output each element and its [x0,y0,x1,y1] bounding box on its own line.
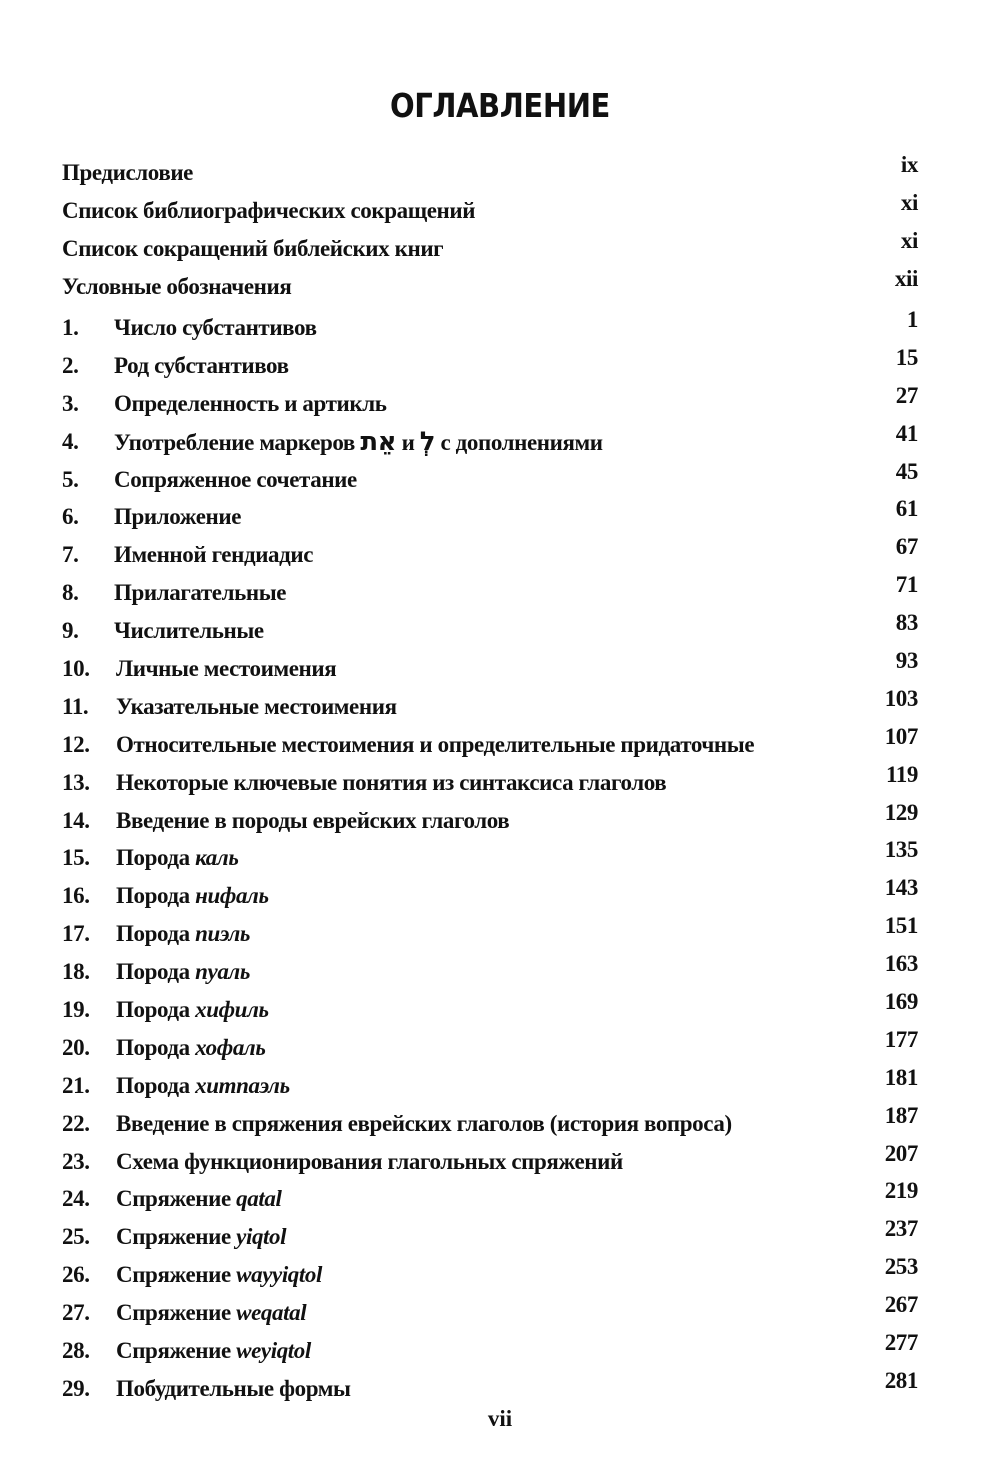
chapter-entry [62,612,932,650]
chapter-title-text: Определенность и артикль [114,390,387,416]
chapter-title [114,461,357,499]
chapter-number: 21. [62,1072,90,1098]
chapter-title [116,991,269,1029]
chapter-title-rest: с дополнениями [440,429,603,455]
chapter-title-italic: каль [195,845,239,871]
chapter-title [116,726,754,764]
chapter-page: 237 [884,1216,918,1242]
hebrew-marker-le: לְ [419,426,436,457]
chapter-title-italic: wayyiqtol [236,1262,322,1288]
chapter-title-italic: weqatal [236,1300,307,1326]
chapter-title [116,1332,311,1370]
chapter-title-text: Прилагательные [114,580,287,606]
chapter-title-text: Указательные местоимения [116,693,397,719]
chapter-title-text: Схема функционирования глагольных спряжений [116,1148,623,1174]
chapter-number: 16. [62,883,90,909]
chapter-entry [62,1294,932,1332]
chapter-number: 19. [62,997,90,1023]
chapter-title [116,650,336,688]
chapter-title [116,1370,351,1408]
chapter-number: 22. [62,1110,90,1136]
chapter-entry [62,498,932,536]
chapter-title [114,347,289,385]
chapter-number: 27. [62,1300,90,1326]
chapter-page: 93 [895,648,918,674]
chapter-number: 14. [62,807,90,833]
chapter-number: 6. [62,504,79,530]
chapter-title [114,423,603,462]
chapter-entry [62,799,932,840]
chapter-entry [62,1332,932,1370]
toc-entry [62,230,932,268]
chapter-title-text: Спряжение [116,1186,231,1212]
chapter-title [116,1256,322,1294]
toc-entry [62,192,932,230]
chapter-number: 5. [62,466,79,492]
chapter-title-italic: weyiqtol [236,1338,311,1364]
chapter-number: 26. [62,1262,90,1288]
chapter-page: 1 [906,307,918,332]
chapter-page: 71 [895,572,918,598]
chapter-title-text: Некоторые ключевые понятия из синтаксиса глаголов [116,769,667,795]
entry-title: Предисловие [62,160,193,185]
chapter-number: 11. [62,693,89,719]
chapter-page: 107 [884,723,918,749]
chapter-title-text: Именной гендиадис [114,542,314,568]
chapter-title [116,1218,286,1256]
chapter-number: 7. [62,542,79,568]
chapter-number: 18. [62,959,90,985]
chapter-title-text: Порода [116,1034,190,1060]
chapter-page: 253 [884,1254,918,1280]
page-number: vii [487,1406,513,1431]
chapter-title [114,498,241,536]
entry-page: xi [900,228,918,253]
chapter-entry [62,1180,932,1218]
chapter-title [114,309,317,347]
toc-entry [62,268,932,306]
chapter-title [114,612,264,650]
chapter-title-text: Спряжение [116,1262,231,1288]
chapter-title-italic: qatal [236,1186,282,1212]
chapter-title-text: Сопряженное сочетание [114,466,357,492]
entry-title: Список библиографических сокращений [62,198,476,223]
chapter-title-text: Порода [116,1072,190,1098]
chapter-title-italic: хофаль [195,1034,266,1060]
chapter-entry [62,382,932,423]
chapter-entry [62,685,932,726]
entry-page: ix [900,152,918,177]
chapter-title [116,1180,281,1218]
chapter-number: 28. [62,1338,90,1364]
chapter-number: 17. [62,921,90,947]
chapter-page: 129 [884,799,918,825]
chapter-title-text: Число субстантивов [114,315,317,340]
chapter-number: 24. [62,1186,90,1212]
chapter-title-text: Личные местоимения [116,656,337,682]
chapter-title [116,688,397,726]
chapter-title [114,385,386,423]
chapter-title-text: Порода [116,997,190,1023]
chapter-page: 177 [884,1026,918,1052]
chapter-entry [62,574,932,612]
chapter-entry [62,991,932,1029]
hebrew-marker-et: אֵת [360,426,397,457]
chapter-title-text: Спряжение [116,1224,231,1250]
chapter-title [116,915,250,953]
chapter-title [116,1294,306,1332]
front-matter-list [62,154,932,306]
chapter-number: 10. [62,656,90,682]
chapter-number: 29. [62,1375,90,1401]
chapter-entry [62,1140,932,1181]
chapter-page: 103 [884,685,918,711]
chapter-entry [62,420,932,461]
chapter-title [116,764,666,802]
chapter-page: 277 [884,1330,918,1356]
chapter-number: 1. [62,315,79,340]
entry-page: xii [894,266,918,291]
chapter-entry [62,309,932,347]
chapter-title-conjunction: и [401,429,415,455]
page-title: ОГЛАВЛЕНИЕ [390,86,610,125]
chapter-page: 163 [884,951,918,977]
chapter-title-italic: пиэль [195,921,250,947]
chapter-title-text: Введение в породы еврейских глаголов [116,807,510,833]
chapter-number: 4. [62,428,79,454]
chapter-title-text: Порода [116,921,190,947]
chapter-number: 20. [62,1034,90,1060]
chapter-title [116,877,269,915]
entry-title: Условные обозначения [62,274,292,299]
chapter-page: 83 [895,610,918,636]
chapter-title-text: Порода [116,845,190,871]
chapter-entry [62,761,932,802]
chapter-entry [62,458,932,499]
chapter-page: 143 [884,875,918,901]
chapter-number: 3. [62,390,79,416]
chapter-page: 187 [884,1102,918,1128]
chapter-page: 219 [884,1178,918,1204]
chapter-title [116,1105,732,1143]
chapter-title-italic: хитпаэль [195,1072,290,1098]
chapter-title [116,1029,265,1067]
chapter-page: 151 [884,913,918,939]
chapter-title [116,953,250,991]
chapter-entry [62,877,932,915]
chapter-page: 207 [884,1140,918,1166]
chapter-page: 135 [884,837,918,863]
chapter-entry [62,1064,932,1105]
chapter-page: 41 [895,420,918,446]
entry-page: xi [900,190,918,215]
chapter-title-text: Введение в спряжения еврейских глаголов (история вопроса) [116,1110,732,1136]
chapter-page: 67 [895,534,918,560]
chapter-title [116,1067,290,1105]
chapter-number: 9. [62,618,79,644]
chapter-entry [62,839,932,877]
chapter-number: 12. [62,731,90,757]
chapter-number: 8. [62,580,79,606]
chapter-number: 15. [62,845,90,871]
chapter-list [62,309,932,1408]
chapter-title-italic: хифиль [195,997,269,1023]
chapter-entry [62,953,932,991]
chapter-title-text: Употребление маркеров [114,429,355,455]
chapter-title-italic: пуаль [195,959,250,985]
chapter-entry [62,1367,932,1408]
chapter-page: 119 [885,761,918,787]
chapter-entry [62,1026,932,1067]
chapter-page: 281 [884,1367,918,1393]
chapter-title-text: Порода [116,883,190,909]
chapter-entry [62,344,932,385]
chapter-title [116,1143,623,1181]
chapter-page: 169 [884,989,918,1015]
chapter-page: 15 [895,344,918,370]
chapter-title-text: Относительные местоимения и определительные придаточные [116,731,755,757]
chapter-title-text: Спряжение [116,1338,231,1364]
chapter-entry [62,915,932,953]
chapter-number: 23. [62,1148,90,1174]
chapter-title-text: Спряжение [116,1300,231,1326]
chapter-title-text: Порода [116,959,190,985]
chapter-title-text: Числительные [114,618,264,644]
chapter-page: 181 [884,1064,918,1090]
chapter-entry [62,1102,932,1143]
entry-title: Список сокращений библейских книг [62,236,444,261]
chapter-entry [62,1218,932,1256]
chapter-number: 13. [62,769,90,795]
chapter-title-text: Род субстантивов [114,352,289,378]
chapter-entry [62,1256,932,1294]
toc-entry [62,154,932,192]
chapter-page: 267 [884,1292,918,1318]
chapter-entry [62,536,932,574]
chapter-title [116,839,238,877]
chapter-title-text: Приложение [114,504,242,530]
chapter-title [114,536,313,574]
chapter-title-text: Побудительные формы [116,1375,351,1401]
chapter-entry [62,723,932,764]
chapter-page: 45 [895,458,918,484]
chapter-title-italic: yiqtol [236,1224,287,1250]
chapter-title [114,574,286,612]
chapter-number: 2. [62,352,79,378]
chapter-title-italic: нифаль [195,883,269,909]
chapter-page: 61 [895,496,918,522]
chapter-page: 27 [895,382,918,408]
chapter-entry [62,650,932,688]
chapter-title [116,802,509,840]
chapter-number: 25. [62,1224,90,1250]
